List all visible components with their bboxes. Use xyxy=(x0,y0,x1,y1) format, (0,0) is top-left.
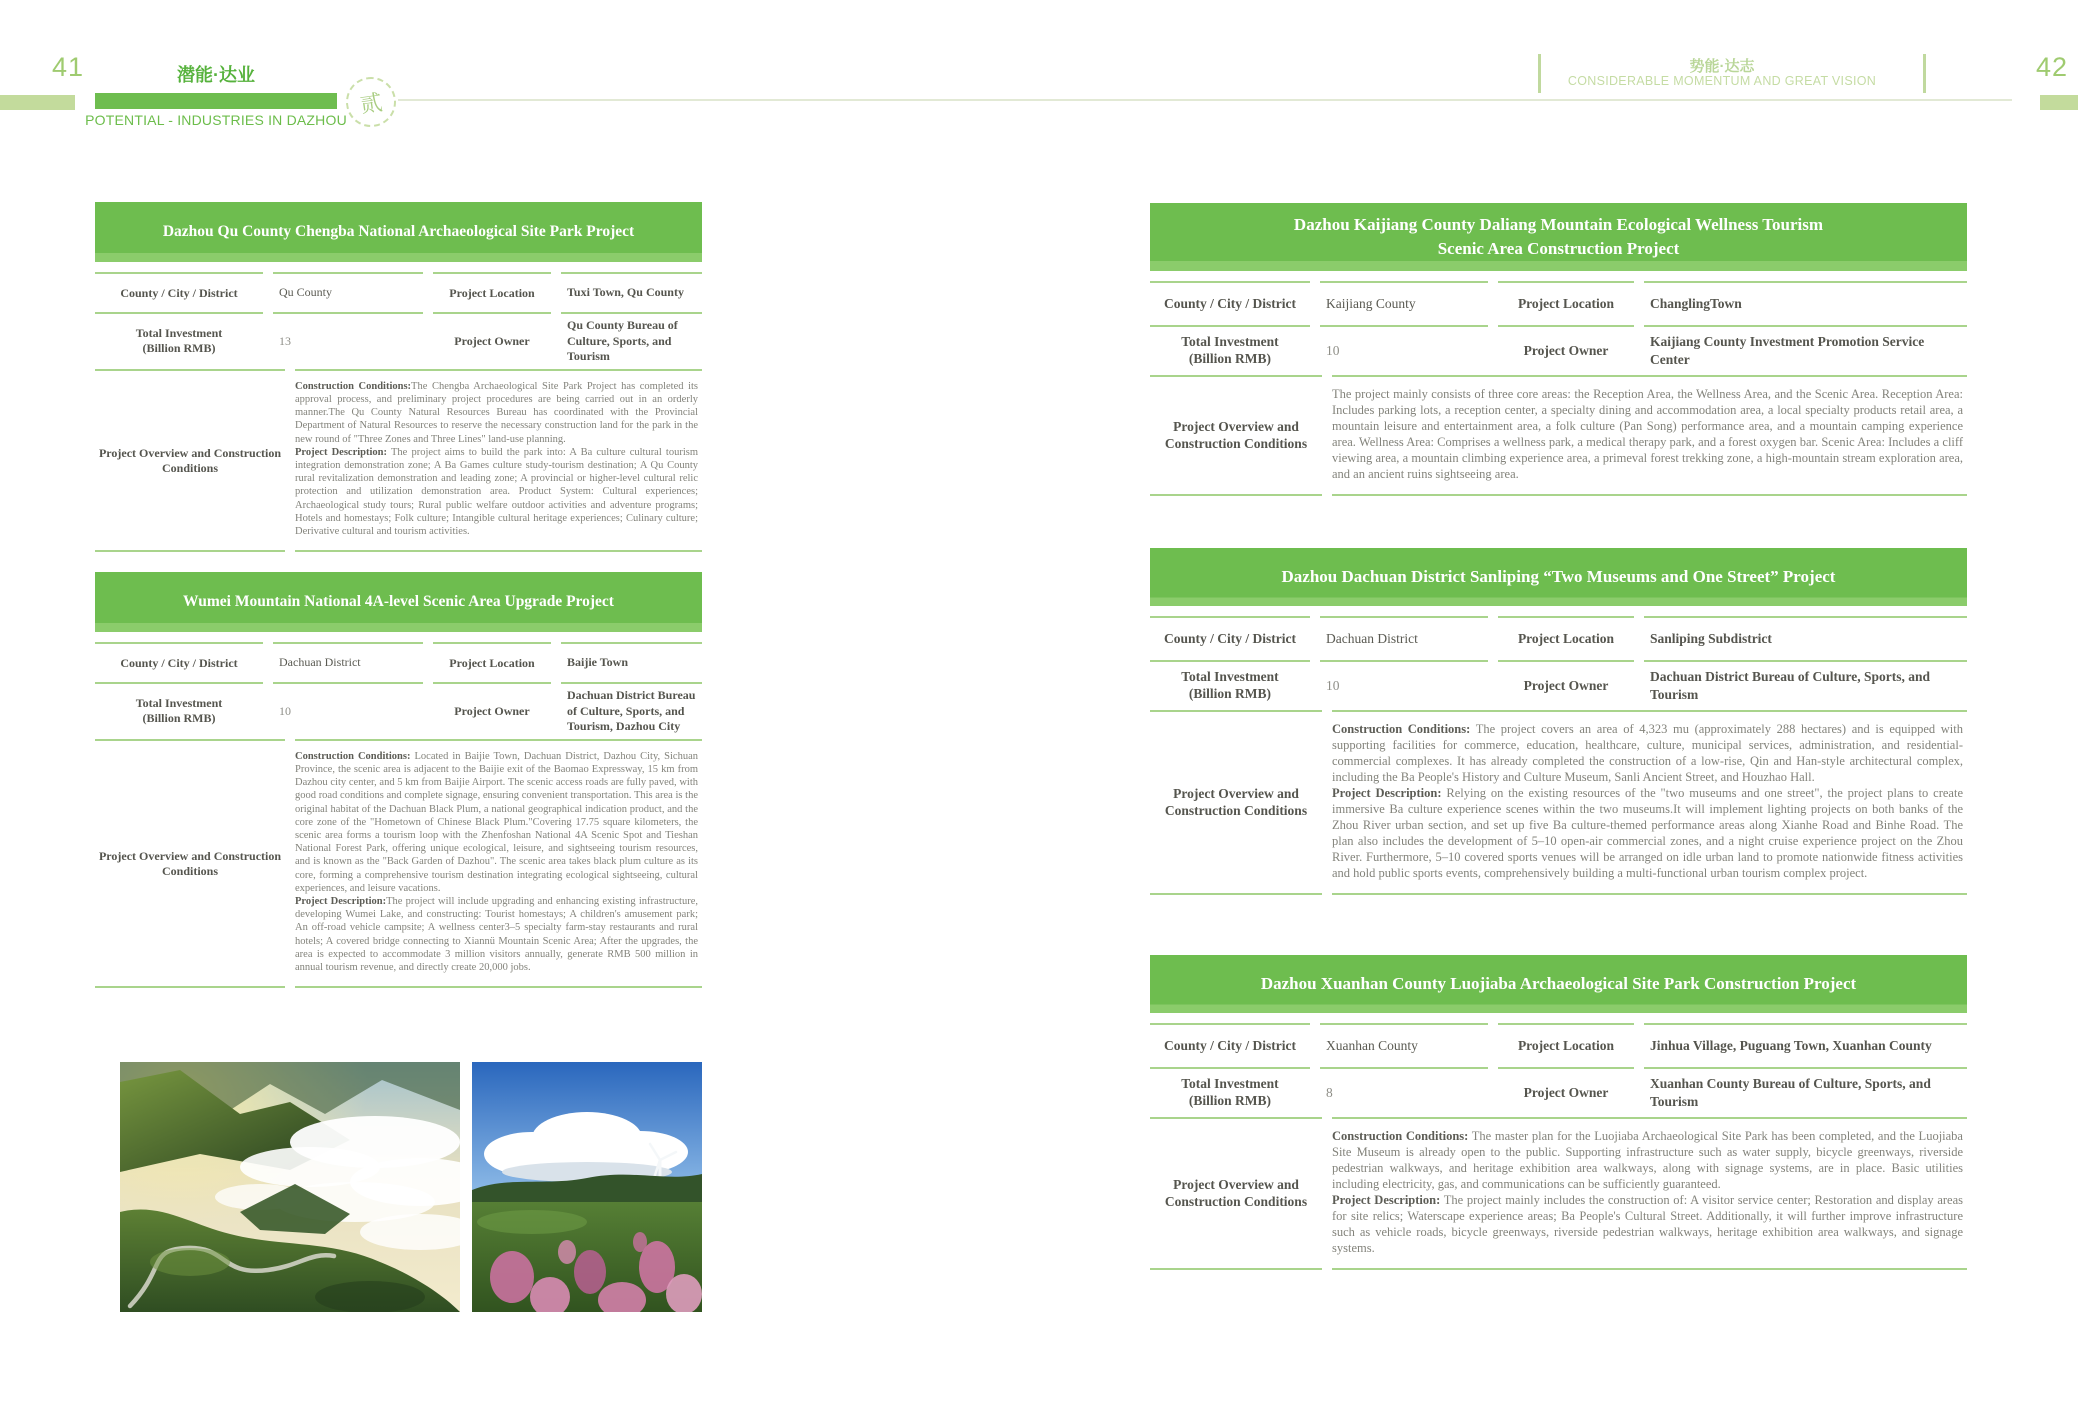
project-title: Dazhou Kaijiang County Daliang Mountain Ecological Wellness Tourism xyxy=(1293,215,1824,235)
owner-value: Kaijiang County Investment Promotion Service Center xyxy=(1644,325,1967,375)
table-row xyxy=(1150,710,1967,895)
scenic-photo-flower-field xyxy=(472,1062,702,1312)
left-edge-accent-bar xyxy=(0,95,75,110)
owner-value: Xuanhan County Bureau of Culture, Sports, and Tourism xyxy=(1644,1067,1967,1117)
investment-value: 10 xyxy=(1320,660,1488,710)
right-header-title-en: CONSIDERABLE MOMENTUM AND GREAT VISION xyxy=(1567,74,1877,88)
project-table-luojiaba xyxy=(1150,955,1967,1270)
table-row xyxy=(1150,1023,1967,1067)
project-title: Wumei Mountain National 4A-level Scenic Area Upgrade Project xyxy=(183,593,614,611)
overview-label: Project Overview and Construction Conditions xyxy=(95,369,285,552)
county-label: County / City / District xyxy=(95,642,263,682)
overview-label: Project Overview and Construction Conditions xyxy=(95,739,285,988)
location-value: Jinhua Village, Puguang Town, Xuanhan County xyxy=(1644,1023,1967,1067)
table-row xyxy=(1150,616,1967,660)
table-row xyxy=(1150,1117,1967,1270)
project-title: Dazhou Xuanhan County Luojiaba Archaeological Site Park Construction Project xyxy=(1260,974,1857,994)
page-number-right: 42 xyxy=(2036,52,2069,82)
county-label: County / City / District xyxy=(1150,281,1310,325)
table-row xyxy=(95,272,702,312)
table-title-bar xyxy=(1150,955,1967,1013)
county-value: Qu County xyxy=(273,272,423,312)
overview-label: Project Overview and Construction Conditions xyxy=(1150,710,1322,895)
project-table-daliang xyxy=(1150,203,1967,496)
county-label: County / City / District xyxy=(95,272,263,312)
investment-label: Total Investment (Billion RMB) xyxy=(1150,1067,1310,1117)
table-title-bar xyxy=(95,202,702,262)
table-title-bar xyxy=(1150,548,1967,606)
owner-label: Project Owner xyxy=(1498,325,1634,375)
county-label: County / City / District xyxy=(1150,1023,1310,1067)
owner-label: Project Owner xyxy=(1498,660,1634,710)
overview-text: Construction Conditions: The project covers an area of 4,323 mu (approximately 288 hectares) and is equipped with supporting facilities for commerce, education, healthcare, culture, municipal services, administration, and residential-commercial complexes. It has already completed the construction of a low-rise, Qin and Han-style architectural complex, including the Ba People's History and Culture Museum, Sanli Ancient Street, and Houzhao Hall. Project Description: Relying on the existing resources of the "two museums and one street", the project plans to create immersive Ba culture experience scenes within the two museums.It will implement lighting projects on both banks of the Zhou River urban section, and set up five Ba culture-themed performance areas along Xianhe Road and Binhe Road. The plan also includes the development of 5–10 open-air commercial zones, and a night cruise experience project on the Zhou River. Furthermore, 5–10 covered sports venues will be arranged on idle urban land to promote nationwide fitness activities and hold public sports events, comprehensively building a multi-functional urban tourism complex project. xyxy=(1332,710,1967,895)
county-value: Dachuan District xyxy=(273,642,423,682)
project-title: Dazhou Qu County Chengba National Archaeological Site Park Project xyxy=(162,223,635,241)
project-table-wumei xyxy=(95,572,702,988)
table-row xyxy=(95,682,702,739)
investment-label: Total Investment (Billion RMB) xyxy=(1150,325,1310,375)
project-title: Dazhou Dachuan District Sanliping “Two Museums and One Street” Project xyxy=(1281,567,1836,587)
table-row xyxy=(1150,1067,1967,1117)
owner-label: Project Owner xyxy=(433,682,551,739)
overview-label: Project Overview and Construction Conditions xyxy=(1150,375,1322,496)
table-title-bar xyxy=(95,572,702,632)
investment-value: 13 xyxy=(273,312,423,369)
left-header-title-cn: 潜能·达业 xyxy=(177,65,255,85)
mountain-clouds-illustration xyxy=(120,1062,460,1312)
table-body xyxy=(95,272,702,552)
owner-value: Dachuan District Bureau of Culture, Sports, and Tourism xyxy=(1644,660,1967,710)
header-rule-line xyxy=(398,99,2012,101)
county-label: County / City / District xyxy=(1150,616,1310,660)
project-title-line2: Scenic Area Construction Project xyxy=(1437,239,1680,258)
left-header-green-bar xyxy=(95,93,337,109)
flower-field-illustration xyxy=(472,1062,702,1312)
table-body xyxy=(95,642,702,988)
owner-value: Dachuan District Bureau of Culture, Sports, and Tourism, Dazhou City xyxy=(561,682,702,739)
table-row xyxy=(1150,375,1967,496)
table-row xyxy=(95,739,702,988)
overview-text: Construction Conditions:The Chengba Archaeological Site Park Project has completed its approval process, and preliminary project procedures are being carried out in an orderly manner.The Qu County Natural Resources Bureau has coordinated with the Provincial Department of Natural Resources to reserve the necessary construction land for the park in the new round of "Three Zones and Three Lines" land-use planning. Project Description: The project aims to build the park into: A Ba culture cultural tourism integration demonstration zone; A Ba Games culture study-tourism destination; A Qu County rural revitalization demonstration and leading zone; A provincial or higher-level cultural relic protection and utilization demonstration area. Product System: Cultural experiences; Archaeological study tours; Rural public welfare outdoor activities and adventure programs; Hotels and homestays; Folk culture; Intangible cultural heritage experiences; Culinary culture; Derivative cultural and tourism activities. xyxy=(295,369,702,552)
project-table-chengba xyxy=(95,202,702,552)
scenic-photo-mountain-clouds xyxy=(120,1062,460,1312)
investment-value: 8 xyxy=(1320,1067,1488,1117)
location-label: Project Location xyxy=(433,642,551,682)
table-body xyxy=(1150,281,1967,496)
table-row xyxy=(1150,281,1967,325)
overview-text: The project mainly consists of three core areas: the Reception Area, the Wellness Area, and the Scenic Area. Reception Area: Includes parking lots, a reception center, a specialty dining and accommodation area, a local specialty products retail area, a mountain leisure and entertainment area, a folk culture (Pan Song) performance area, and a mountain camping experience area. Wellness Area: Comprises a wellness park, a medical therapy park, and a forest oxygen bar. Scenic Area: Includes a cliff viewing area, a mountain climbing experience area, a primeval forest trekking zone, a high-mountain stream exploration area, and an ancient ruins sightseeing area. xyxy=(1332,375,1967,496)
location-value: Baijie Town xyxy=(561,642,702,682)
county-value: Xuanhan County xyxy=(1320,1023,1488,1067)
table-row xyxy=(95,642,702,682)
right-edge-accent-bar xyxy=(2040,95,2078,110)
overview-label: Project Overview and Construction Conditions xyxy=(1150,1117,1322,1270)
location-label: Project Location xyxy=(1498,616,1634,660)
location-label: Project Location xyxy=(1498,1023,1634,1067)
owner-value: Qu County Bureau of Culture, Sports, and Tourism xyxy=(561,312,702,369)
county-value: Dachuan District xyxy=(1320,616,1488,660)
page-number-left: 41 xyxy=(52,52,85,82)
overview-text: Construction Conditions: The master plan for the Luojiaba Archaeological Site Park has been completed, and the Luojiaba Site Museum is already open to the public. Supporting infrastructure such as water supply, bicycle greenways, riverside pedestrian walkways, and heritage exhibition area walkways, along with signage systems, are in place. Basic utilities including electricity, gas, and communications can be sufficiently guaranteed. Project Description: The project mainly includes the construction of: A visitor service center; Restoration and display areas for site relics; Waterscape experience areas; Ba People's Cultural Street. Additionally, it will further improve infrastructure such as vehicle roads, bicycle greenways, riverside pedestrian walkways, heritage exhibition area walkways, and signage systems. xyxy=(1332,1117,1967,1270)
location-value: Sanliping Subdistrict xyxy=(1644,616,1967,660)
location-value: ChanglingTown xyxy=(1644,281,1967,325)
table-row xyxy=(95,369,702,552)
right-header-divider-right xyxy=(1923,54,1926,93)
table-row xyxy=(1150,660,1967,710)
county-value: Kaijiang County xyxy=(1320,281,1488,325)
owner-label: Project Owner xyxy=(1498,1067,1634,1117)
investment-label: Total Investment (Billion RMB) xyxy=(1150,660,1310,710)
location-value: Tuxi Town, Qu County xyxy=(561,272,702,312)
left-header-title-en: POTENTIAL - INDUSTRIES IN DAZHOU xyxy=(85,112,347,128)
table-body xyxy=(1150,616,1967,895)
owner-label: Project Owner xyxy=(433,312,551,369)
table-row xyxy=(1150,325,1967,375)
seal-character: 贰 xyxy=(358,89,384,117)
investment-value: 10 xyxy=(273,682,423,739)
overview-text: Construction Conditions: Located in Baijie Town, Dachuan District, Dazhou City, Sichuan Province, the scenic area is adjacent to the Baijie exit of the Baomao Expressway, 15 km from Dazhou city center, and 5 km from Baijie Airport. The scenic access roads are fully paved, with good road conditions and complete signage, ensuring convenient transportation. This area is the original habitat of the Dachuan Black Plum, a national geographical indication product, and the core zone of the "Hometown of Chinese Black Plum."Covering 17.75 square kilometers, the scenic area forms a tourism loop with the Zhenfoshan National 4A Scenic Spot and Tieshan National Forest Park, offering unique ecological, leisure, and sightseeing tourism resources, and is known as the "Back Garden of Dazhou". The scenic area takes black plum culture as its core, forming a comprehensive tourism destination integrating ecological sightseeing, cultural experiences, and leisure vacations. Project Description:The project will include upgrading and enhancing existing infrastructure, developing Wumei Lake, and constructing: Tourist homestays; A children's amusement park; An off-road vehicle campsite; A wellness center3–5 specialty farm-stay restaurants and rural hotels; A covered bridge connecting to Xiannü Mountain Scenic Area; After the upgrades, the area is expected to accommodate 3 million visitors annually, generate RMB 500 million in annual tourism revenue, and directly create 20,000 jobs. xyxy=(295,739,702,988)
investment-label: Total Investment (Billion RMB) xyxy=(95,682,263,739)
table-body xyxy=(1150,1023,1967,1270)
location-label: Project Location xyxy=(1498,281,1634,325)
table-title-bar xyxy=(1150,203,1967,271)
project-table-sanliping xyxy=(1150,548,1967,895)
right-header-title-cn: 势能·达志 xyxy=(1689,58,1755,75)
investment-value: 10 xyxy=(1320,325,1488,375)
investment-label: Total Investment (Billion RMB) xyxy=(95,312,263,369)
table-row xyxy=(95,312,702,369)
location-label: Project Location xyxy=(433,272,551,312)
